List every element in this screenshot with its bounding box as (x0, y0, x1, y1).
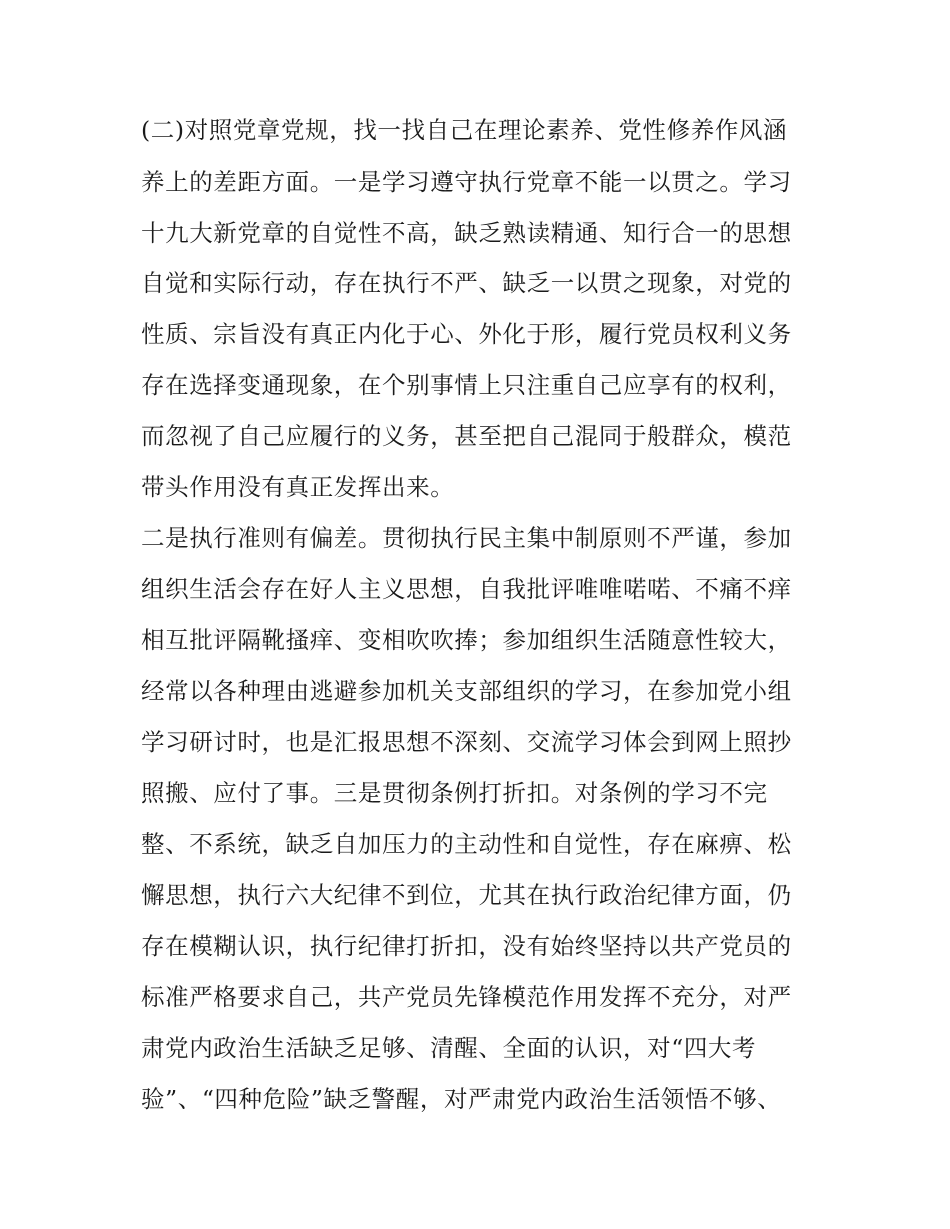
text-line: 十九大新党章的自觉性不高，缺乏熟读精通、知行合一的思想 (141, 219, 792, 247)
text-line: 经常以各种理由逃避参加机关支部组织的学习，在参加党小组 (141, 677, 792, 705)
text-line: 懈思想，执行六大纪律不到位，尤其在执行政治纪律方面，仍 (141, 881, 792, 909)
text-line: 标准严格要求自己，共产党员先锋模范作用发挥不充分，对严 (141, 983, 792, 1011)
text-line: 自觉和实际行动，存在执行不严、缺乏一以贯之现象，对党的 (141, 269, 792, 297)
text-line: 组织生活会存在好人主义思想，自我批评唯唯喏喏、不痛不痒 (141, 575, 792, 603)
text-line: 照搬、应付了事。三是贯彻条例打折扣。对条例的学习不完 (141, 779, 768, 807)
text-line: 存在选择变通现象，在个别事情上只注重自己应享有的权利， (141, 371, 792, 399)
text-line: 相互批评隔靴搔痒、变相吹吹捧；参加组织生活随意性较大， (141, 626, 792, 654)
text-line: 存在模糊认识，执行纪律打折扣，没有始终坚持以共产党员的 (141, 932, 792, 960)
text-line: 养上的差距方面。一是学习遵守执行党章不能一以贯之。学习 (141, 168, 792, 196)
text-line: 学习研讨时，也是汇报思想不深刻、交流学习体会到网上照抄 (141, 728, 792, 756)
text-line: 验”、“四种危险”缺乏警醒，对严肃党内政治生活领悟不够、 (141, 1085, 782, 1113)
text-line: 肃党内政治生活缺乏足够、清醒、全面的认识，对“四大考 (141, 1034, 757, 1062)
text-line: 带头作用没有真正发挥出来。 (141, 473, 455, 501)
text-line: 二是执行准则有偏差。贯彻执行民主集中制原则不严谨，参加 (141, 524, 792, 552)
text-line: (二)对照党章党规，找一找自己在理论素养、党性修养作风涵 (141, 116, 788, 144)
text-line: 而忽视了自己应履行的义务，甚至把自己混同于般群众，模范 (141, 422, 792, 450)
text-line: 整、不系统，缺乏自加压力的主动性和自觉性，存在麻痹、松 (141, 830, 792, 858)
text-line: 性质、宗旨没有真正内化于心、外化于形，履行党员权利义务 (141, 320, 792, 348)
